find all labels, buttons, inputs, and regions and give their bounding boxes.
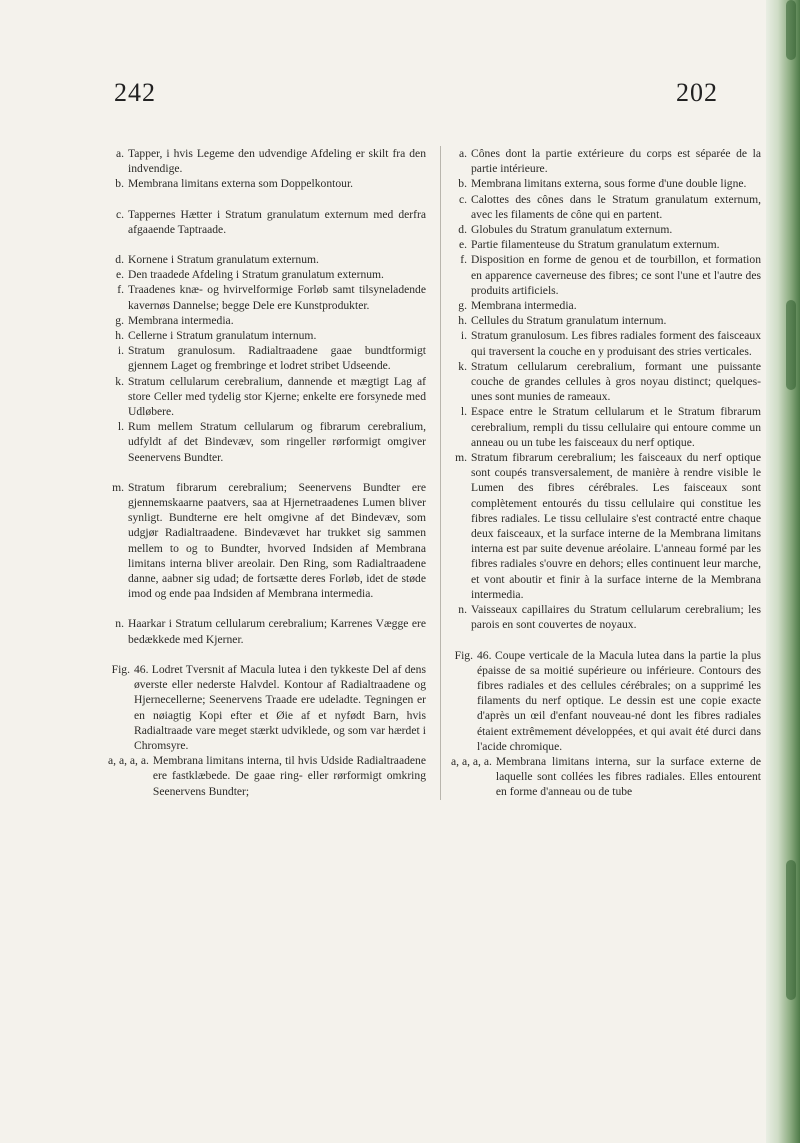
entry-label: b.	[458, 177, 467, 191]
entry-text: Calottes des cônes dans le Stratum granulatum externum, avec les filaments de cône qui en partent.	[471, 192, 761, 221]
entry-text: Membrana limitans externa, sous forme d'une double ligne.	[471, 177, 747, 191]
entry-text: Stratum cellularum cerebralium, dannende et mægtigt Lag af store Celler med tydelig stor Kjerne; enkelte ere forsynede med Udløbere.	[128, 374, 426, 419]
figure-label: Fig.	[454, 648, 473, 662]
entry-label: d.	[115, 253, 124, 267]
legend-entry	[451, 252, 761, 298]
entry-text: Den traadede Afdeling i Stratum granulatum externum.	[128, 268, 384, 282]
entry-text: Membrana limitans interna, til hvis Udside Radialtraadene ere fastklæbede. De gaae ring- eller rørformigt omkring Seenervens Bundter;	[152, 754, 426, 798]
legend-entry	[108, 616, 426, 646]
entry-text: Membrana intermedia.	[471, 299, 577, 313]
entry-text: Cônes dont la partie extérieure du corps est séparée de la partie intérieure.	[471, 147, 761, 176]
legend-entry	[108, 146, 426, 176]
legend-entry	[451, 359, 761, 405]
legend-entry	[108, 282, 426, 312]
entry-text: Cellerne i Stratum granulatum internum.	[128, 329, 317, 343]
legend-entry	[451, 146, 761, 176]
entry-text: Haarkar i Stratum cellularum cerebralium; Karrenes Vægge ere bedækkede med Kjerner.	[128, 617, 426, 646]
legend-entry	[451, 176, 761, 191]
entry-text: Stratum granulosum. Radialtraadene gaae bundtformigt gjennem Laget og frembringe et lodret stribet Udseende.	[128, 344, 426, 373]
entry-label: k.	[115, 374, 124, 388]
legend-entry	[451, 237, 761, 252]
legend-entry	[451, 450, 761, 602]
legend-entry	[108, 374, 426, 420]
page-number-left: 242	[114, 78, 156, 107]
entry-text: Vaisseaux capillaires du Stratum cellularum cerebralium; les parois en sont couvertes de noyaux.	[471, 603, 761, 632]
figure-text: 46. Coupe verticale de la Macula lutea dans la partie la plus épaisse de sa moitié supérieure ou inférieure. Contours des fibres radiales et des cellules cérébrales; on a supprimé les filaments du nerf optique. Le dessin est une copie exacte d'après un œil d'enfant nouveau-né dont les fibres radiales étaient extrêmement développées, et qui avait été durci dans l'acide chromique.	[477, 648, 761, 753]
entry-label: d.	[458, 223, 467, 237]
legend-entry	[451, 754, 761, 800]
entry-label: i.	[117, 344, 124, 358]
figure-text: 46. Lodret Tversnit af Macula lutea i den tykkeste Del af dens øverste eller nederste Halvdel. Kontour af Radialtraadene og Hjernecellerne; Seenervens Traade ere udeladte. Tegningen er en nøiagtig Kopi efter et Øie af et nyfødt Barn, hvis Radialtraade vare meget stærkt udviklede, og som var hærdet i Chromsyre.	[134, 662, 426, 752]
entry-label: h.	[458, 314, 467, 328]
edge-mark	[786, 860, 796, 1000]
legend-entry	[108, 343, 426, 373]
entry-label: f.	[460, 253, 467, 267]
legend-entry	[108, 313, 426, 328]
entry-label: a.	[115, 147, 124, 160]
entry-text: Membrana limitans externa som Doppelkontour.	[128, 177, 354, 191]
entry-text: Tappernes Hætter i Stratum granulatum externum med derfra afgaaende Taptraade.	[128, 207, 426, 236]
entry-text: Stratum fibrarum cerebralium; les faisceaux du nerf optique sont coupés transversalement, de manière à rendre visible le Lumen des fibres cérébrales. Les faisceaux sont complètement entourés du tissu cellulaire qui constitue les fibres radiales. Le tissu cellulaire s'est contracté entre chaque deux faisceaux, et la surface interne de la Membrana limitans interna est par suite devenue aréolaire. L'anneau formé par les fibres radiales s'ouvre en dehors; elles continuent leur marche, et vont aboutir et finir à la surface interne de la Membrana intermedia.	[471, 451, 761, 601]
entry-label: n.	[115, 617, 124, 631]
entry-text: Stratum granulosum. Les fibres radiales forment des faisceaux qui traversent la couche en y produisant des stries verticales.	[471, 329, 761, 358]
entry-label: n.	[458, 603, 467, 617]
entry-text: Kornene i Stratum granulatum externum.	[128, 253, 319, 267]
legend-entry	[451, 404, 761, 450]
legend-entry	[451, 602, 761, 632]
legend-entry	[108, 252, 426, 267]
figure-caption	[451, 648, 761, 754]
legend-entry	[108, 267, 426, 282]
entry-label: e.	[458, 238, 467, 252]
entry-label: m.	[455, 451, 467, 465]
entry-label: e.	[115, 268, 124, 282]
legend-entry	[451, 222, 761, 237]
entry-label: l.	[460, 405, 467, 419]
entry-label: a, a, a, a.	[451, 754, 492, 768]
legend-entry	[108, 328, 426, 343]
entry-label: l.	[117, 420, 124, 434]
legend-entry	[108, 480, 426, 602]
entry-text: Tapper, i hvis Legeme den udvendige Afdeling er skilt fra den indvendige.	[128, 147, 426, 176]
entry-text: Globules du Stratum granulatum externum.	[471, 223, 673, 237]
entry-label: b.	[115, 177, 124, 191]
entry-label: h.	[115, 329, 124, 343]
entry-text: Stratum cellularum cerebralium, formant une puissante couche de grandes cellules à gros noyau distinct; quelques-unes sont munies de rameaux.	[471, 359, 761, 404]
entry-label: c.	[458, 192, 467, 206]
legend-entry	[451, 298, 761, 313]
figure-label: Fig.	[111, 662, 130, 676]
danish-legend-column	[108, 146, 426, 799]
entry-text: Partie filamenteuse du Stratum granulatum externum.	[471, 238, 720, 252]
entry-label: a.	[458, 147, 467, 160]
entry-text: Membrana limitans interna, sur la surface externe de laquelle sont collées les fibres radiales. Elles entourent en forme d'anneau ou de tube	[495, 754, 761, 799]
entry-text: Stratum fibrarum cerebralium; Seenervens Bundter ere gjennemskaarne paatvers, saa at Hjernetraadenes Lumen bliver synligt. Bundterne ere helt omgivne af det Bindevæv, som udgjør Radialtraadene. Bindevævet har trukket sig sammen mellem to og to Bundter, hvorved Indsiden af Membrana limitans interna bliver areolair. Den Ring, som Radialtraadene danne, aabner sig udad; de fortsætte deres Forløb, idet de støde imod og ende paa Indsiden af Membrana intermedia.	[128, 480, 426, 601]
entry-text: Cellules du Stratum granulatum internum.	[471, 314, 667, 328]
figure-caption	[108, 662, 426, 753]
entry-label: k.	[458, 359, 467, 373]
entry-text: Disposition en forme de genou et de tourbillon, et formation en apparence caverneuse des fibres; ce sont l'une et l'autre des produits artificiels.	[471, 253, 761, 297]
page-number-right: 202	[676, 78, 718, 107]
entry-label: g.	[458, 299, 467, 313]
entry-text: Traadenes knæ- og hvirvelformige Forløb samt tilsyneladende kavernøs Dannelse; begge Dele ere Kunstprodukter.	[128, 283, 426, 312]
entry-label: i.	[460, 329, 467, 343]
entry-label: a, a, a, a.	[108, 754, 149, 768]
legend-entry	[108, 207, 426, 237]
legend-entry	[108, 419, 426, 465]
legend-entry	[108, 753, 426, 799]
entry-label: f.	[117, 283, 124, 297]
legend-entry	[108, 176, 426, 191]
edge-mark	[786, 300, 796, 390]
entry-label: c.	[115, 207, 124, 221]
entry-label: g.	[115, 313, 124, 327]
entry-text: Membrana intermedia.	[128, 313, 234, 327]
page-edge-shadow	[766, 0, 800, 1143]
legend-entry	[451, 313, 761, 328]
legend-entry	[451, 328, 761, 358]
legend-entry	[451, 192, 761, 222]
entry-text: Espace entre le Stratum cellularum et le Stratum fibrarum cerebralium, rempli du tissu cellulaire qui entoure comme un anneau ou un tube les faisceaux du nerf optique.	[471, 405, 761, 449]
edge-mark	[786, 0, 796, 60]
entry-label: m.	[112, 480, 124, 494]
entry-text: Rum mellem Stratum cellularum og fibrarum cerebralium, udfyldt af det Bindevæv, som ringeller rørformigt omgiver Seenervens Bundter.	[128, 420, 426, 464]
french-legend-column	[440, 146, 761, 800]
